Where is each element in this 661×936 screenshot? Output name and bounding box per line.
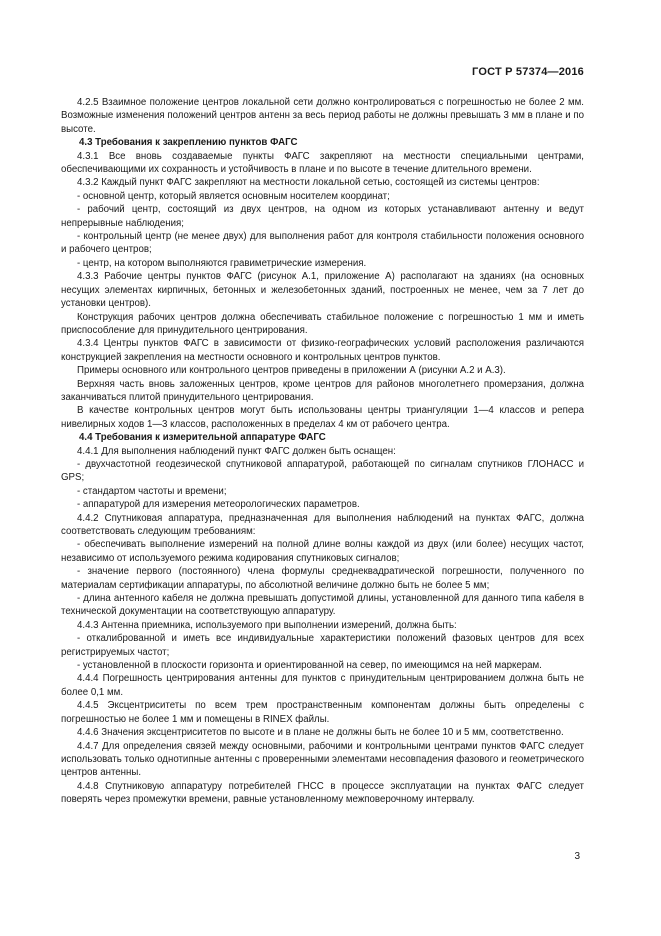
list-item: - основной центр, который является основным носителем координат; [77, 190, 390, 202]
page-number: 3 [574, 851, 580, 862]
paragraph-4-4-6: 4.4.6 Значения эксцентриситетов по высоте и в плане не должны быть не более 10 и 5 мм, соответственно. [77, 727, 564, 739]
paragraph-4-4-3: 4.4.3 Антенна приемника, используемого при выполнении измерений, должна быть: [77, 619, 457, 631]
paragraph-4-4-7: 4.4.7 Для определения связей между основными, рабочими и контрольными центрами пунктов ФАГС следует использовать только однотипные антенны с проверенными элементами несовпадения фазового и геометрического центров антенны. [61, 740, 584, 779]
paragraph-4-4-2: 4.4.2 Спутниковая аппаратура, предназначенная для выполнения наблюдений на пунктах ФАГС, должна соответствовать следующим требованиям: [61, 512, 584, 537]
list-item: - рабочий центр, состоящий из двух центров, на одном из которых устанавливают антенну и ведут непрерывные наблюдения; [61, 204, 584, 229]
list-item: - аппаратурой для измерения метеорологических параметров. [77, 499, 360, 511]
paragraph-4-4-1: 4.4.1 Для выполнения наблюдений пункт ФАГС должен быть оснащен: [77, 445, 396, 457]
document-body [61, 96, 584, 807]
list-item: - значение первого (постоянного) члена формулы среднеквадратической погрешности, полученного по материалам сертификации аппаратуры, по абсолютной величине должно быть не более 5 мм; [61, 566, 584, 591]
paragraph-4-3-1: 4.3.1 Все вновь создаваемые пункты ФАГС закрепляют на местности специальными центрами, обеспечивающими их сохранность и устойчивость в плане и по высоте в течение длительного времени. [61, 150, 584, 176]
paragraph: Примеры основного или контрольного центров приведены в приложении А (рисунки А.2 и А.3). [77, 365, 506, 377]
document-id: ГОСТ Р 57374—2016 [472, 66, 584, 78]
list-item: - откалиброванной и иметь все индивидуальные характеристики положений фазовых центров для всех регистрируемых частот; [61, 633, 584, 658]
paragraph-4-4-5: 4.4.5 Эксцентриситеты по всем трем пространственным компонентам должны быть определены с погрешностью не более 1 мм и помещены в RINEX файлы. [61, 700, 584, 725]
paragraph-4-3-4: 4.3.4 Центры пунктов ФАГС в зависимости от физико-географических условий расположения различаются конструкцией закрепления на местности основного и контрольных центров пунктов. [61, 338, 584, 363]
paragraph-4-4-4: 4.4.4 Погрешность центрирования антенны для пунктов с принудительным центрированием должна быть не более 0,1 мм. [61, 673, 584, 698]
list-item: - обеспечивать выполнение измерений на полной длине волны каждой из двух (или более) несущих частот, независимо от используемого режима кодирования спутниковых сигналов; [61, 539, 584, 564]
list-item: - центр, на котором выполняются гравиметрические измерения. [77, 257, 367, 269]
list-item: - установленной в плоскости горизонта и ориентированной на север, по имеющимся на ней маркерам. [77, 660, 542, 672]
paragraph-4-3-2: 4.3.2 Каждый пункт ФАГС закрепляют на местности локальной сетью, состоящей из системы центров: [77, 177, 540, 189]
list-item: - стандартом частоты и времени; [77, 485, 227, 497]
section-heading-4-3: 4.3 Требования к закреплению пунктов ФАГС [79, 137, 298, 149]
paragraph-4-2-5: 4.2.5 Взаимное положение центров локальной сети должно контролироваться с погрешностью не более 2 мм. Возможные изменения положений центров антенн за весь период работы не должны превышать 3 мм в плане и по высоте. [61, 97, 584, 135]
list-item: - двухчастотной геодезической спутниковой аппаратурой, работающей по сигналам спутников ГЛОНАСС и GPS; [61, 458, 584, 484]
paragraph-4-4-8: 4.4.8 Спутниковую аппаратуру потребителей ГНСС в процессе эксплуатации на пунктах ФАГС следует поверять через промежутки времени, равные установленному межповерочному интервалу. [61, 780, 584, 806]
list-item: - контрольный центр (не менее двух) для выполнения работ для контроля стабильности положения основного и рабочего центров; [61, 231, 584, 256]
paragraph: Конструкция рабочих центров должна обеспечивать стабильное положение с погрешностью 1 мм и иметь приспособление для принудительного центрирования. [61, 311, 584, 336]
list-item: - длина антенного кабеля не должна превышать допустимой длины, установленной для данного типа кабеля в технической документации на соответствующую аппаратуру. [61, 593, 584, 618]
section-heading-4-4: 4.4 Требования к измерительной аппаратуре ФАГС [79, 432, 326, 444]
paragraph-4-3-3: 4.3.3 Рабочие центры пунктов ФАГС (рисунок А.1, приложение А) располагают на зданиях (на основных несущих элементах кирпичных, бетонных и железобетонных зданий, построенных не менее, чем за 7 лет до установки центров). [61, 271, 584, 310]
paragraph: В качестве контрольных центров могут быть использованы центры триангуляции 1—4 классов и репера нивелирных ходов 1—3 классов, расположенных в пределах 4 км от рабочего центра. [61, 405, 584, 430]
paragraph: Верхняя часть вновь заложенных центров, кроме центров для районов многолетнего промерзания, должна заканчиваться плитой принудительного центрирования. [61, 378, 584, 403]
